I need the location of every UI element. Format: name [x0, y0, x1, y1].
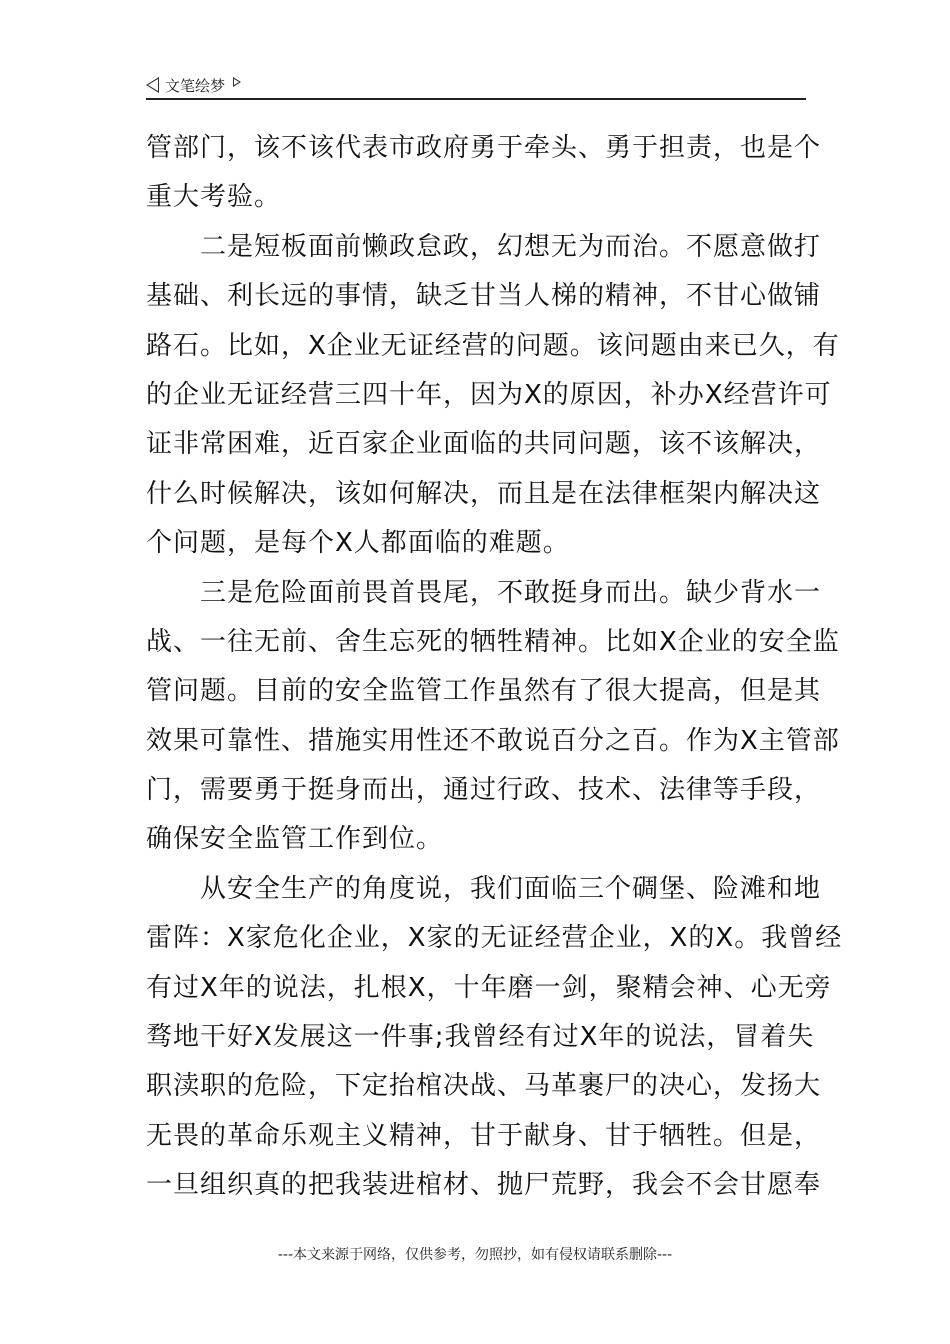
paragraph-line: 证非常困难，近百家企业面临的共同问题，该不该解决，	[146, 429, 822, 460]
paragraph-line: 管问题。目前的安全监管工作虽然有了很大提高，但是其	[146, 676, 822, 707]
footer-notice: ---本文来源于网络，仅供参考，勿照抄，如有侵权请联系删除---	[277, 1247, 673, 1263]
paragraph-line: 一旦组织真的把我装进棺材、抛尸荒野，我会不会甘愿奉	[146, 1170, 822, 1201]
header-title: 文笔绘梦	[165, 76, 226, 95]
paragraph-line: 效果可靠性、措施实用性还不敢说百分之百。作为X主管部	[146, 725, 840, 756]
right-triangle-icon	[233, 77, 241, 87]
paragraph-line: 无畏的革命乐观主义精神，甘于献身、甘于牺牲。但是，	[146, 1120, 822, 1151]
paragraph-line: 战、一往无前、舍生忘死的牺牲精神。比如X企业的安全监	[146, 626, 840, 657]
page-header	[146, 74, 241, 96]
paragraph-line: 有过X年的说法，扎根X，十年磨一剑，聚精会神、心无旁	[146, 972, 832, 1003]
document-body	[146, 124, 843, 1211]
paragraph-line: 重大考验。	[146, 182, 282, 213]
paragraph-line: 职渎职的危险，下定抬棺决战、马革裹尸的决心，发扬大	[146, 1071, 822, 1102]
paragraph-line: 基础、利长远的事情，缺乏甘当人梯的精神，不甘心做铺	[146, 281, 822, 312]
paragraph-line: 三是危险面前畏首畏尾，不敢挺身而出。缺少背水一	[200, 577, 822, 608]
paragraph-line: 从安全生产的角度说，我们面临三个碉堡、险滩和地	[200, 873, 822, 904]
paragraph-line: 确保安全监管工作到位。	[146, 824, 444, 855]
paragraph-line: 什么时候解决，该如何解决，而且是在法律框架内解决这	[146, 478, 822, 509]
left-triangle-icon	[146, 77, 159, 93]
paragraph-line: 雷阵：X家危化企业，X家的无证经营企业，X的X。我曾经	[146, 923, 843, 954]
paragraph-line: 管部门，该不该代表市政府勇于牵头、勇于担责，也是个	[146, 133, 822, 163]
paragraph-line: 个问题，是每个X人都面临的难题。	[146, 528, 570, 559]
paragraph-line: 门，需要勇于挺身而出，通过行政、技术、法律等手段，	[146, 775, 822, 806]
paragraph-line: 二是短板面前懒政怠政，幻想无为而治。不愿意做打	[200, 231, 822, 262]
paragraph-line: 路石。比如，X企业无证经营的问题。该问题由来已久，有	[146, 330, 840, 361]
header-divider	[146, 98, 806, 100]
paragraph-line: 的企业无证经营三四十年，因为X的原因，补办X经营许可	[146, 379, 832, 410]
paragraph-line: 骛地干好X发展这一件事;我曾经有过X年的说法，冒着失	[146, 1022, 815, 1053]
